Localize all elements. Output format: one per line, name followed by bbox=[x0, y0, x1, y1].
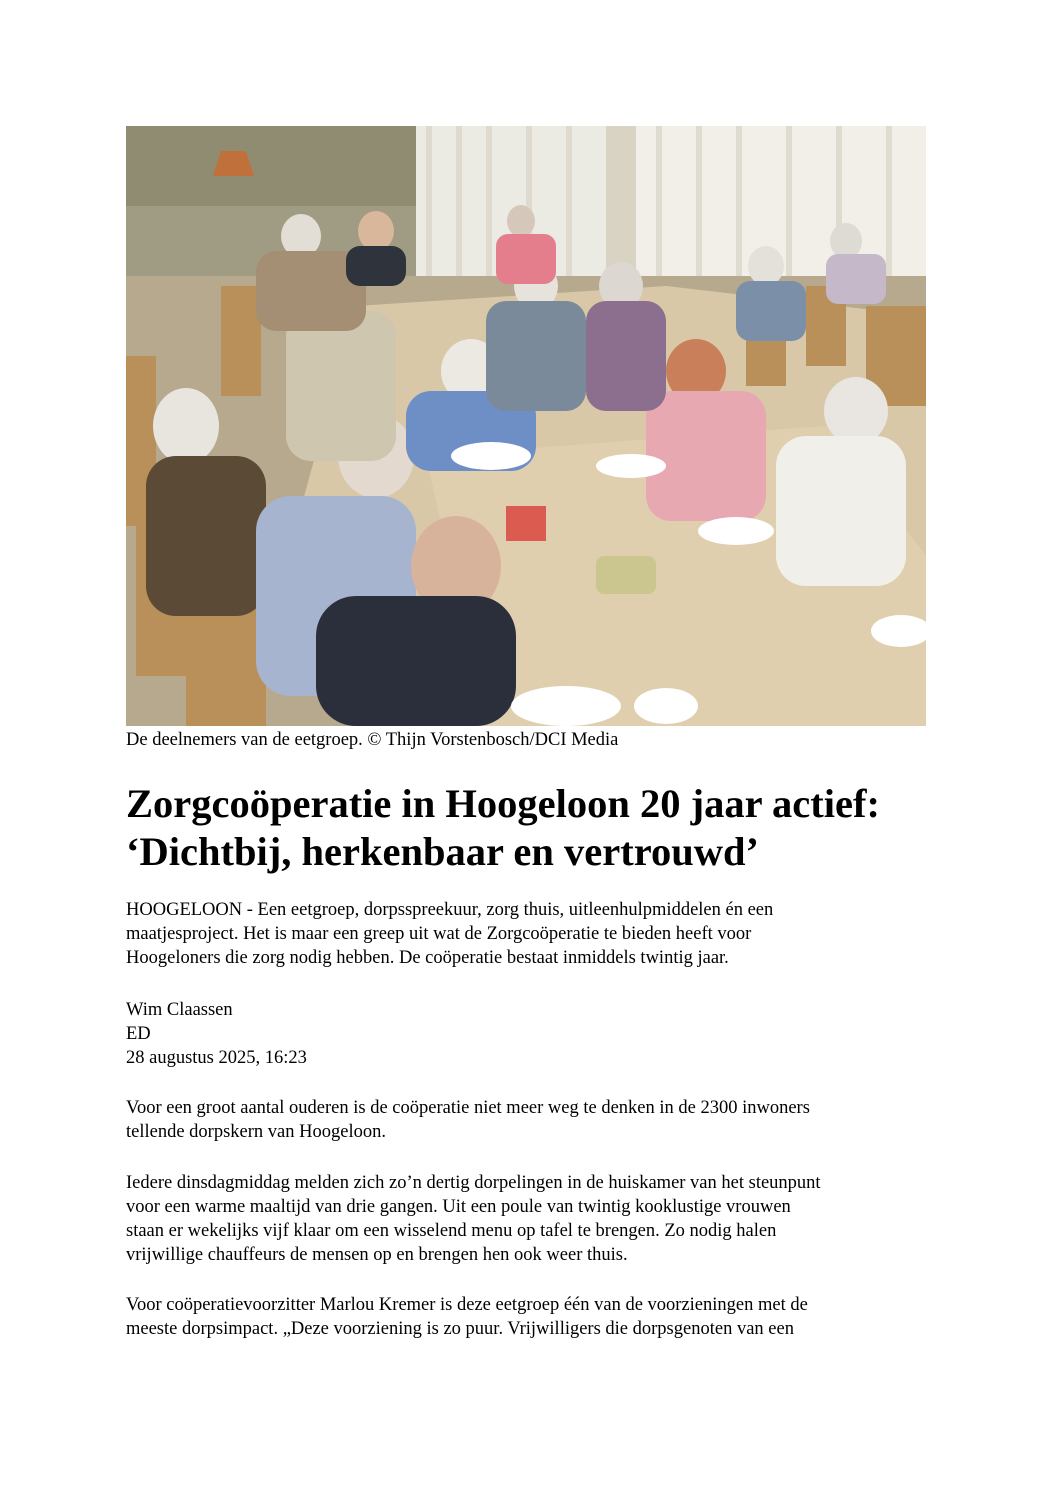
article-headline bbox=[126, 780, 946, 876]
byline-source: ED bbox=[126, 1024, 151, 1044]
body-line: tellende dorpskern van Hoogeloon. bbox=[126, 1122, 386, 1142]
intro-line: maatjesproject. Het is maar een greep uit wat de Zorgcoöperatie te bieden heeft voor bbox=[126, 924, 752, 944]
body-line: Iedere dinsdagmiddag melden zich zo’n dertig dorpelingen in de huiskamer van het steunpunt bbox=[126, 1173, 821, 1193]
body-line: Voor coöperatievoorzitter Marlou Kremer is deze eetgroep één van de voorzieningen met de bbox=[126, 1295, 808, 1315]
dining-room-photo-icon bbox=[126, 126, 926, 726]
byline-datetime: 28 augustus 2025, 16:23 bbox=[126, 1048, 307, 1068]
article-intro bbox=[126, 898, 946, 970]
body-paragraph-2 bbox=[126, 1171, 946, 1267]
intro-line: HOOGELOON - Een eetgroep, dorpsspreekuur, zorg thuis, uitleenhulpmiddelen én een bbox=[126, 900, 774, 920]
article-photo bbox=[126, 126, 926, 726]
article-byline bbox=[126, 998, 946, 1070]
intro-line: Hoogeloners die zorg nodig hebben. De coöperatie bestaat inmiddels twintig jaar. bbox=[126, 948, 729, 968]
body-line: meeste dorpsimpact. „Deze voorziening is zo puur. Vrijwilligers die dorpsgenoten van een bbox=[126, 1319, 794, 1339]
photo-caption: De deelnemers van de eetgroep. © Thijn Vorstenbosch/DCI Media bbox=[126, 730, 619, 750]
headline-line: Zorgcoöperatie in Hoogeloon 20 jaar actief: bbox=[126, 781, 880, 826]
body-line: voor een warme maaltijd van drie gangen. Uit een poule van twintig kooklustige vrouwen bbox=[126, 1197, 791, 1217]
headline-line: ‘Dichtbij, herkenbaar en vertrouwd’ bbox=[126, 829, 759, 874]
body-line: vrijwillige chauffeurs de mensen op en brengen hen ook weer thuis. bbox=[126, 1245, 628, 1265]
body-line: staan er wekelijks vijf klaar om een wisselend menu op tafel te brengen. Zo nodig halen bbox=[126, 1221, 777, 1241]
body-line: Voor een groot aantal ouderen is de coöperatie niet meer weg te denken in de 2300 inwoners bbox=[126, 1098, 810, 1118]
byline-author: Wim Claassen bbox=[126, 1000, 233, 1020]
body-paragraph-1 bbox=[126, 1096, 946, 1144]
body-paragraph-3 bbox=[126, 1293, 946, 1341]
